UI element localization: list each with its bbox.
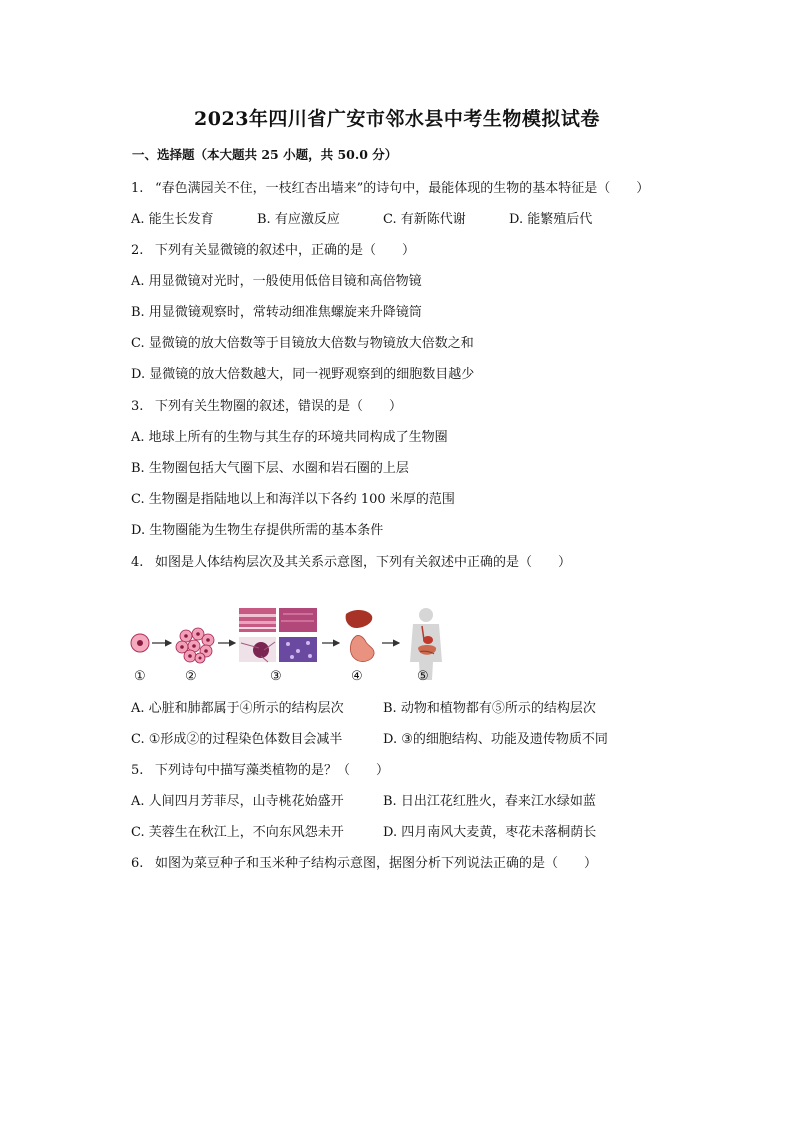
question-4 (131, 551, 571, 570)
question-6 (131, 852, 597, 871)
question-number: 3. (131, 399, 144, 414)
structure-levels-figure (128, 606, 458, 686)
tissue-images (239, 608, 317, 662)
option-c: C. 有新陈代谢 (383, 212, 466, 227)
option-b: B. 动物和植物都有⑤所示的结构层次 (383, 701, 596, 716)
option-d: D. ③的细胞结构、功能及遗传物质不同 (383, 732, 608, 747)
option-c: C. 生物圈是指陆地以上和海洋以下各约 100 米厚的范围 (131, 492, 455, 507)
option-b: B. 生物圈包括大气圈下层、水圈和岩石圈的上层 (131, 461, 409, 476)
question-stem: 下列有关生物圈的叙述，错误的是（ ） (155, 399, 403, 414)
option-d: D. 显微镜的放大倍数越大，同一视野观察到的细胞数目越少 (131, 367, 475, 382)
question-stem: “春色满园关不住，一枝红杏出墙来”的诗句中，最能体现的生物的基本特征是（ ） (155, 181, 650, 196)
figure-label-3: ③ (270, 669, 282, 684)
question-stem: 如图是人体结构层次及其关系示意图，下列有关叙述中正确的是（ ） (155, 555, 572, 570)
option-d: D. 四月南风大麦黄，枣花未落桐荫长 (383, 825, 597, 840)
option-b: B. 有应激反应 (257, 212, 340, 227)
question-stem: 下列诗句中描写藻类植物的是？（ ） (155, 763, 390, 778)
question-1 (131, 177, 649, 196)
figure-label-2: ② (185, 669, 197, 684)
question-4-options-row-1 (131, 697, 596, 716)
section-header: 一、选择题（本大题共 25 小题，共 50.0 分） (132, 147, 398, 162)
option-d: D. 生物圈能为生物生存提供所需的基本条件 (131, 523, 384, 538)
question-number: 2. (131, 243, 144, 258)
organ-images (346, 610, 374, 661)
question-2 (131, 239, 415, 258)
page-title: 2023年四川省广安市邻水县中考生物模拟试卷 (194, 108, 600, 130)
question-5 (131, 759, 389, 778)
option-d: D. 能繁殖后代 (509, 212, 593, 227)
figure-label-4: ④ (351, 669, 363, 684)
option-c: C. ①形成②的过程染色体数目会减半 (131, 732, 343, 747)
option-b: B. 用显微镜观察时，常转动细准焦螺旋来升降镜筒 (131, 305, 422, 320)
option-c: C. 显微镜的放大倍数等于目镜放大倍数与物镜放大倍数之和 (131, 336, 474, 351)
question-3 (131, 395, 402, 414)
question-4-options-row-2 (131, 728, 608, 747)
option-a: A. 地球上所有的生物与其生存的环境共同构成了生物圈 (131, 430, 448, 445)
option-a: A. 能生长发育 (131, 212, 214, 227)
question-number: 4. (131, 555, 144, 570)
figure-label-1: ① (134, 669, 146, 684)
question-number: 5. (131, 763, 144, 778)
figure-label-5: ⑤ (417, 669, 429, 684)
option-a: A. 人间四月芳菲尽，山寺桃花始盛开 (131, 794, 344, 809)
question-number: 1. (131, 181, 144, 196)
cell-cluster-image (176, 628, 214, 663)
question-1-options (131, 208, 592, 227)
option-a: A. 心脏和肺都属于④所示的结构层次 (131, 701, 344, 716)
question-stem: 如图为菜豆种子和玉米种子结构示意图，据图分析下列说法正确的是（ ） (155, 856, 598, 871)
question-5-options-row-1 (131, 790, 596, 809)
cell-image (131, 634, 149, 652)
option-b: B. 日出江花红胜火，春来江水绿如蓝 (383, 794, 596, 809)
option-c: C. 芙蓉生在秋江上，不向东风怨未开 (131, 825, 344, 840)
question-stem: 下列有关显微镜的叙述中，正确的是（ ） (155, 243, 416, 258)
question-5-options-row-2 (131, 821, 596, 840)
question-number: 6. (131, 856, 144, 871)
option-a: A. 用显微镜对光时，一般使用低倍目镜和高倍物镜 (131, 274, 422, 289)
